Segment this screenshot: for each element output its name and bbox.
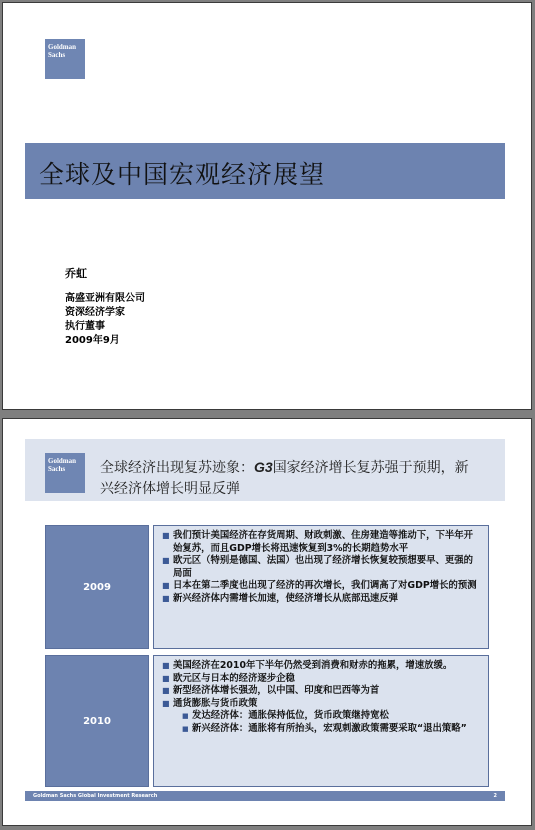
square-bullet-icon: ■: [162, 686, 170, 696]
title-g3: G3: [254, 459, 273, 475]
content-slide[interactable]: [2, 418, 532, 826]
author-details: [65, 292, 145, 348]
role-line: 执行董事: [65, 321, 105, 332]
bullet-text: 通货膨胀与货币政策: [173, 697, 258, 709]
bullet-text: 新型经济体增长强劲，以中国、印度和巴西等为首: [173, 685, 380, 697]
bullet-text: 美国经济在2010年下半年仍然受到消费和财赤的拖累，增速放缓。: [173, 660, 453, 671]
square-bullet-icon: ■: [162, 593, 170, 603]
list-item: [162, 593, 482, 606]
bullet-text: 新兴经济体内需增长加速，使经济增长从底部迅速反弹: [173, 592, 399, 604]
square-bullet-icon: ■: [162, 531, 170, 540]
logo-line-1: Goldman: [48, 457, 77, 465]
list-item: [162, 660, 482, 673]
year-label-2010: 2010: [45, 655, 149, 787]
title-part-1: 全球经济出现复苏迹象：: [100, 460, 254, 476]
sub-list-item: [162, 710, 482, 723]
square-bullet-icon: ■: [162, 661, 170, 670]
content-box-2009: [153, 525, 489, 649]
sub-bullet-text: 新兴经济体：通胀将有所抬头，宏观刺激政策需要采取“退出策略”: [192, 722, 467, 734]
list-item: [162, 673, 482, 686]
year-label-2009: 2009: [45, 525, 149, 649]
footer-source: Goldman Sachs Global Investment Research: [33, 793, 158, 799]
goldman-sachs-logo: [45, 453, 85, 493]
bullet-text: 我们预计美国经济在存货周期、财政刺激、住房建造等推动下，下半年开始复苏，而且GDP增长将迅速恢复到3%的长期趋势水平: [173, 530, 474, 554]
bullet-text: 日本在第二季度也出现了经济的再次增长，我们调高了对GDP增长的预测: [173, 580, 477, 592]
slide-title: 全球及中国宏观经济展望: [39, 160, 326, 189]
list-item: [162, 530, 482, 555]
bullet-text: 欧元区（特别是德国、法国）也出现了经济增长恢复较预想要早、更强的局面: [173, 555, 474, 579]
company-line: 高盛亚洲有限公司: [65, 293, 145, 304]
slide-title: [100, 457, 480, 500]
bullet-text: 欧元区与日本的经济逐步企稳: [173, 672, 295, 684]
author-name: 乔虹: [65, 267, 87, 280]
sub-bullet-text: 发达经济体：通胀保持低位，货币政策继持宽松: [192, 710, 389, 722]
square-bullet-icon: ■: [162, 698, 170, 708]
square-bullet-icon: ■: [162, 673, 170, 683]
page-number: 2: [493, 793, 497, 799]
title-part-2: 国家经济增长复苏强于预期，新兴经济体增长明显反弹: [100, 460, 469, 497]
title-slide[interactable]: [2, 2, 532, 410]
slide-footer: [25, 791, 505, 801]
list-item: [162, 555, 482, 580]
content-box-2010: [153, 655, 489, 787]
position-line: 资深经济学家: [65, 307, 125, 318]
date-line: 2009年9月: [65, 335, 120, 346]
list-item: [162, 698, 482, 711]
sub-list-item: [162, 723, 482, 736]
logo-line-2: Sachs: [48, 51, 66, 59]
logo-line-1: Goldman: [48, 43, 77, 51]
square-bullet-icon: ■: [182, 712, 189, 721]
list-item: [162, 685, 482, 698]
goldman-sachs-logo: [45, 39, 85, 79]
square-bullet-icon: ■: [162, 556, 170, 566]
logo-line-2: Sachs: [48, 465, 66, 473]
square-bullet-icon: ■: [182, 724, 189, 733]
square-bullet-icon: ■: [162, 581, 170, 591]
list-item: [162, 580, 482, 593]
